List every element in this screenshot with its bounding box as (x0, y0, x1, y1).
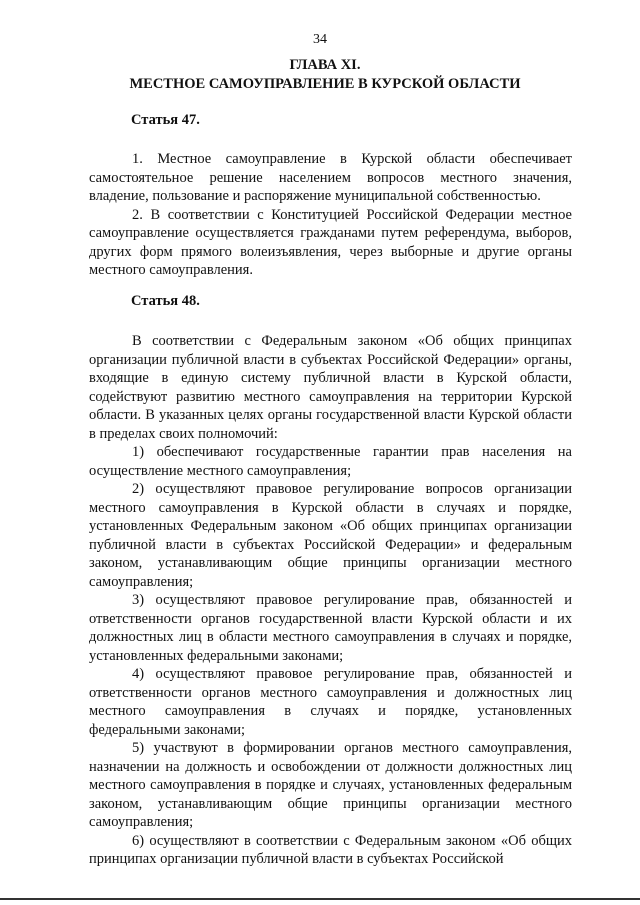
article-47-heading: Статья 47. (131, 112, 200, 128)
article-48-paragraph: В соответствии с Федеральным законом «Об общих принципах организации публичной власти в субъектах Российской Федерации» органы, входящие в единую систему публичной власти в Курской области, содействуют развитию местного самоуправления на территории Курской области. В указанных целях органы государственной власти Курской области в пределах своих полномочий: (89, 333, 572, 442)
article-48-item: 3) осуществляют правовое регулирование прав, обязанностей и ответственности органов государственной власти Курской области и их должностных лиц в области местного самоуправления в случаях и порядке, установленных федеральными законами; (89, 592, 572, 664)
scan-edge-line (0, 898, 640, 900)
article-48-item: 5) участвуют в формировании органов местного самоуправления, назначении на должность и освобождении от должности должностных лиц местного самоуправления в порядке и случаях, установленных федеральным законом, устанавливающим общие принципы организации местного самоуправления; (89, 740, 572, 830)
article-48-item: 6) осуществляют в соответствии с Федеральным законом «Об общих принципах организации публичной власти в субъектах Российской (89, 832, 572, 867)
chapter-title (60, 56, 590, 94)
chapter-number: ГЛАВА XI. (289, 57, 361, 73)
article-48-item: 4) осуществляют правовое регулирование прав, обязанностей и ответственности органов местного самоуправления и должностных лиц местного самоуправления в случаях и порядке, установленных федеральными законами; (89, 666, 572, 738)
article-47-paragraph: 2. В соответствии с Конституцией Российской Федерации местное самоуправление осуществляется гражданами путем референдума, выборов, других форм прямого волеизъявления, через выборные и другие органы местного самоуправления. (89, 206, 572, 278)
page-number: 34 (313, 32, 327, 47)
article-47-body (89, 150, 572, 280)
chapter-name: МЕСТНОЕ САМОУПРАВЛЕНИЕ В КУРСКОЙ ОБЛАСТИ (129, 76, 521, 92)
article-48-item: 2) осуществляют правовое регулирование вопросов организации местного самоуправления в Курской области в случаях и порядке, установленных Федеральным законом «Об общих принципах организации публичной власти в субъектах Российской Федерации» и федеральным законом, устанавливающим общие принципы организации местного самоуправления; (89, 481, 572, 590)
article-47-paragraph: 1. Местное самоуправление в Курской области обеспечивает самостоятельное решение населением вопросов местного значения, владение, пользование и распоряжение муниципальной собственностью. (89, 151, 572, 204)
article-48-item: 1) обеспечивают государственные гарантии прав населения на осуществление местного самоуправления; (89, 444, 572, 479)
article-48-body (89, 332, 572, 869)
article-48-heading: Статья 48. (131, 293, 200, 309)
